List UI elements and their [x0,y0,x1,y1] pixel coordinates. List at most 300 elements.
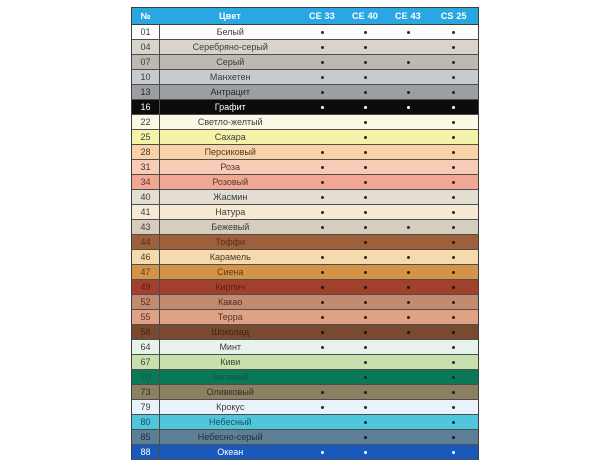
availability-cell-ce43 [387,85,430,100]
availability-cell-ce40 [344,55,387,70]
availability-dot-icon [321,346,324,349]
availability-dot-icon [364,61,367,64]
availability-dot-icon [452,331,455,334]
availability-dot-icon [407,301,410,304]
availability-dot-icon [364,286,367,289]
availability-cell-cs25 [430,400,479,415]
table-row [132,430,479,445]
availability-cell-ce43 [387,145,430,160]
table-row [132,70,479,85]
table-row [132,445,479,460]
header-cs25-column: CS 25 [430,8,479,25]
availability-dot-icon [321,256,324,259]
availability-dot-icon [364,271,367,274]
availability-cell-ce33 [301,40,344,55]
table-row [132,235,479,250]
color-name-cell: Небесный [160,415,301,430]
availability-cell-cs25 [430,325,479,340]
availability-cell-ce33 [301,145,344,160]
table-row [132,55,479,70]
availability-cell-cs25 [430,40,479,55]
availability-cell-ce33 [301,430,344,445]
color-number-cell: 64 [132,340,160,355]
availability-cell-ce33 [301,370,344,385]
availability-cell-ce43 [387,265,430,280]
availability-cell-ce33 [301,385,344,400]
header-number-column: № [132,8,160,25]
availability-dot-icon [407,286,410,289]
color-number-cell: 52 [132,295,160,310]
availability-cell-ce40 [344,115,387,130]
availability-cell-ce40 [344,190,387,205]
availability-dot-icon [452,136,455,139]
color-name-cell: Зеленый [160,370,301,385]
color-number-cell: 31 [132,160,160,175]
table-row [132,175,479,190]
availability-dot-icon [364,136,367,139]
availability-cell-ce40 [344,205,387,220]
availability-dot-icon [364,256,367,259]
table-row [132,115,479,130]
availability-cell-ce43 [387,340,430,355]
availability-cell-ce33 [301,250,344,265]
availability-cell-ce33 [301,295,344,310]
availability-cell-cs25 [430,115,479,130]
color-number-cell: 40 [132,190,160,205]
table-row [132,220,479,235]
table-row [132,325,479,340]
availability-cell-ce40 [344,280,387,295]
availability-dot-icon [321,451,324,454]
availability-dot-icon [364,211,367,214]
availability-dot-icon [452,376,455,379]
availability-cell-ce43 [387,445,430,460]
color-number-cell: 67 [132,355,160,370]
availability-cell-cs25 [430,430,479,445]
availability-dot-icon [364,361,367,364]
availability-dot-icon [364,151,367,154]
availability-cell-ce40 [344,250,387,265]
availability-cell-ce33 [301,310,344,325]
availability-cell-ce40 [344,70,387,85]
color-number-cell: 13 [132,85,160,100]
color-number-cell: 10 [132,70,160,85]
availability-cell-cs25 [430,280,479,295]
availability-cell-ce33 [301,160,344,175]
availability-cell-ce40 [344,220,387,235]
availability-cell-cs25 [430,385,479,400]
availability-cell-cs25 [430,175,479,190]
color-number-cell: 44 [132,235,160,250]
availability-cell-ce33 [301,115,344,130]
availability-cell-ce40 [344,400,387,415]
availability-dot-icon [452,121,455,124]
table-row [132,100,479,115]
availability-dot-icon [364,181,367,184]
availability-cell-ce43 [387,295,430,310]
availability-cell-ce40 [344,310,387,325]
availability-cell-cs25 [430,190,479,205]
header-ce33-column: CE 33 [301,8,344,25]
availability-dot-icon [364,436,367,439]
color-name-cell: Оливковый [160,385,301,400]
availability-cell-ce40 [344,130,387,145]
availability-cell-ce40 [344,40,387,55]
availability-dot-icon [452,271,455,274]
availability-cell-ce43 [387,70,430,85]
availability-dot-icon [407,226,410,229]
availability-dot-icon [321,166,324,169]
availability-dot-icon [452,91,455,94]
availability-dot-icon [321,151,324,154]
availability-dot-icon [452,406,455,409]
color-number-cell: 70 [132,370,160,385]
availability-dot-icon [452,436,455,439]
availability-cell-cs25 [430,250,479,265]
color-name-cell: Терра [160,310,301,325]
availability-dot-icon [407,91,410,94]
color-number-cell: 58 [132,325,160,340]
availability-dot-icon [452,166,455,169]
table-row [132,130,479,145]
color-name-cell: Какао [160,295,301,310]
availability-cell-cs25 [430,130,479,145]
availability-dot-icon [452,76,455,79]
color-number-cell: 43 [132,220,160,235]
availability-cell-ce43 [387,385,430,400]
color-name-cell: Персиковый [160,145,301,160]
availability-dot-icon [364,76,367,79]
availability-cell-ce43 [387,370,430,385]
availability-cell-ce33 [301,175,344,190]
color-number-cell: 47 [132,265,160,280]
header-ce43-column: CE 43 [387,8,430,25]
availability-cell-ce33 [301,235,344,250]
table-row [132,205,479,220]
color-name-cell: Розовый [160,175,301,190]
color-number-cell: 85 [132,430,160,445]
color-number-cell: 46 [132,250,160,265]
availability-dot-icon [452,421,455,424]
availability-cell-ce33 [301,265,344,280]
availability-cell-ce33 [301,415,344,430]
availability-dot-icon [364,316,367,319]
availability-cell-cs25 [430,220,479,235]
availability-cell-ce40 [344,85,387,100]
availability-cell-ce43 [387,430,430,445]
table-row [132,370,479,385]
availability-dot-icon [321,226,324,229]
availability-cell-ce43 [387,115,430,130]
availability-cell-cs25 [430,70,479,85]
availability-cell-ce40 [344,340,387,355]
availability-dot-icon [321,61,324,64]
color-name-cell: Небесно-серый [160,430,301,445]
availability-cell-ce33 [301,280,344,295]
table-row [132,265,479,280]
availability-dot-icon [364,451,367,454]
availability-dot-icon [452,181,455,184]
color-name-cell: Океан [160,445,301,460]
availability-dot-icon [321,406,324,409]
availability-cell-cs25 [430,145,479,160]
color-name-cell: Сиена [160,265,301,280]
availability-cell-ce43 [387,280,430,295]
availability-dot-icon [452,151,455,154]
availability-cell-cs25 [430,100,479,115]
availability-dot-icon [407,256,410,259]
table-row [132,160,479,175]
availability-cell-ce40 [344,25,387,40]
color-name-cell: Бежевый [160,220,301,235]
availability-cell-ce33 [301,220,344,235]
availability-dot-icon [452,256,455,259]
availability-cell-ce33 [301,355,344,370]
availability-cell-cs25 [430,295,479,310]
availability-cell-ce33 [301,190,344,205]
color-name-cell: Тоффи [160,235,301,250]
availability-cell-ce43 [387,190,430,205]
color-name-cell: Кирпич [160,280,301,295]
table-row [132,190,479,205]
color-name-cell: Крокус [160,400,301,415]
availability-cell-ce43 [387,55,430,70]
color-number-cell: 25 [132,130,160,145]
availability-cell-ce33 [301,25,344,40]
availability-cell-cs25 [430,55,479,70]
color-number-cell: 73 [132,385,160,400]
availability-dot-icon [452,196,455,199]
table-row [132,250,479,265]
table-row [132,415,479,430]
color-number-cell: 79 [132,400,160,415]
availability-dot-icon [321,286,324,289]
availability-cell-ce33 [301,400,344,415]
availability-cell-ce43 [387,40,430,55]
availability-dot-icon [364,301,367,304]
availability-dot-icon [452,451,455,454]
availability-dot-icon [452,241,455,244]
availability-cell-ce43 [387,355,430,370]
availability-cell-ce40 [344,160,387,175]
availability-cell-cs25 [430,355,479,370]
availability-dot-icon [321,181,324,184]
availability-dot-icon [321,106,324,109]
color-number-cell: 01 [132,25,160,40]
availability-dot-icon [321,331,324,334]
availability-cell-cs25 [430,415,479,430]
table-row [132,400,479,415]
availability-dot-icon [364,166,367,169]
availability-dot-icon [364,31,367,34]
availability-dot-icon [452,226,455,229]
availability-dot-icon [452,286,455,289]
availability-cell-ce33 [301,55,344,70]
availability-cell-ce40 [344,145,387,160]
availability-cell-cs25 [430,370,479,385]
table-row [132,145,479,160]
table-header-row [132,8,479,25]
availability-cell-ce33 [301,85,344,100]
availability-dot-icon [364,376,367,379]
availability-dot-icon [364,406,367,409]
availability-dot-icon [364,106,367,109]
table-row [132,85,479,100]
color-number-cell: 41 [132,205,160,220]
availability-dot-icon [407,316,410,319]
table-row [132,295,479,310]
availability-cell-ce40 [344,325,387,340]
availability-dot-icon [452,61,455,64]
availability-cell-ce40 [344,100,387,115]
availability-dot-icon [452,301,455,304]
color-name-cell: Светло-желтый [160,115,301,130]
color-name-cell: Карамель [160,250,301,265]
availability-dot-icon [321,271,324,274]
availability-dot-icon [364,421,367,424]
availability-cell-cs25 [430,235,479,250]
availability-cell-ce40 [344,370,387,385]
availability-dot-icon [321,196,324,199]
availability-dot-icon [364,346,367,349]
availability-dot-icon [321,316,324,319]
availability-dot-icon [407,331,410,334]
availability-cell-ce40 [344,265,387,280]
color-name-cell: Жасмин [160,190,301,205]
color-name-cell: Серый [160,55,301,70]
availability-cell-ce40 [344,445,387,460]
table-row [132,40,479,55]
availability-cell-ce40 [344,235,387,250]
availability-dot-icon [321,391,324,394]
availability-cell-ce40 [344,295,387,310]
availability-dot-icon [407,106,410,109]
availability-dot-icon [364,46,367,49]
availability-cell-ce43 [387,400,430,415]
availability-dot-icon [452,211,455,214]
color-number-cell: 07 [132,55,160,70]
availability-dot-icon [364,91,367,94]
color-number-cell: 80 [132,415,160,430]
availability-dot-icon [321,91,324,94]
availability-dot-icon [364,331,367,334]
availability-cell-cs25 [430,205,479,220]
availability-cell-ce33 [301,205,344,220]
availability-cell-cs25 [430,340,479,355]
availability-cell-ce43 [387,310,430,325]
availability-cell-ce43 [387,175,430,190]
availability-cell-ce43 [387,220,430,235]
color-name-cell: Киви [160,355,301,370]
color-name-cell: Шоколад [160,325,301,340]
color-name-cell: Сахара [160,130,301,145]
color-number-cell: 16 [132,100,160,115]
availability-cell-cs25 [430,85,479,100]
availability-dot-icon [452,46,455,49]
availability-dot-icon [452,106,455,109]
color-name-cell: Серебряно-серый [160,40,301,55]
availability-dot-icon [452,346,455,349]
header-color-column: Цвет [160,8,301,25]
availability-dot-icon [321,301,324,304]
color-number-cell: 22 [132,115,160,130]
availability-cell-ce33 [301,325,344,340]
availability-dot-icon [364,196,367,199]
availability-cell-ce43 [387,205,430,220]
table-row [132,340,479,355]
availability-dot-icon [364,391,367,394]
availability-dot-icon [407,271,410,274]
table-body [132,25,479,460]
availability-cell-ce43 [387,325,430,340]
color-availability-table [131,7,479,460]
availability-cell-ce43 [387,250,430,265]
availability-cell-cs25 [430,265,479,280]
availability-cell-ce33 [301,100,344,115]
availability-dot-icon [321,211,324,214]
availability-cell-ce33 [301,70,344,85]
table-row [132,355,479,370]
table-row [132,280,479,295]
color-number-cell: 88 [132,445,160,460]
availability-dot-icon [321,46,324,49]
color-name-cell: Натура [160,205,301,220]
availability-cell-ce33 [301,445,344,460]
availability-dot-icon [452,391,455,394]
color-name-cell: Графит [160,100,301,115]
availability-dot-icon [452,316,455,319]
availability-cell-ce43 [387,415,430,430]
availability-dot-icon [407,31,410,34]
header-ce40-column: CE 40 [344,8,387,25]
color-number-cell: 28 [132,145,160,160]
availability-cell-ce33 [301,340,344,355]
availability-cell-ce43 [387,100,430,115]
color-name-cell: Белый [160,25,301,40]
availability-dot-icon [321,31,324,34]
color-number-cell: 55 [132,310,160,325]
availability-cell-ce40 [344,385,387,400]
availability-dot-icon [364,226,367,229]
color-number-cell: 49 [132,280,160,295]
availability-cell-cs25 [430,160,479,175]
table-row [132,310,479,325]
color-number-cell: 04 [132,40,160,55]
availability-cell-ce43 [387,160,430,175]
availability-dot-icon [452,361,455,364]
availability-cell-ce43 [387,25,430,40]
availability-cell-ce40 [344,355,387,370]
availability-cell-cs25 [430,25,479,40]
color-name-cell: Минт [160,340,301,355]
table-row [132,385,479,400]
availability-dot-icon [364,241,367,244]
availability-cell-ce40 [344,430,387,445]
availability-cell-ce43 [387,130,430,145]
availability-dot-icon [452,31,455,34]
table-row [132,25,479,40]
availability-cell-ce40 [344,175,387,190]
availability-cell-cs25 [430,445,479,460]
color-number-cell: 34 [132,175,160,190]
availability-cell-ce43 [387,235,430,250]
availability-dot-icon [364,121,367,124]
color-name-cell: Манхетен [160,70,301,85]
color-name-cell: Роза [160,160,301,175]
availability-dot-icon [321,76,324,79]
availability-cell-ce33 [301,130,344,145]
availability-cell-cs25 [430,310,479,325]
